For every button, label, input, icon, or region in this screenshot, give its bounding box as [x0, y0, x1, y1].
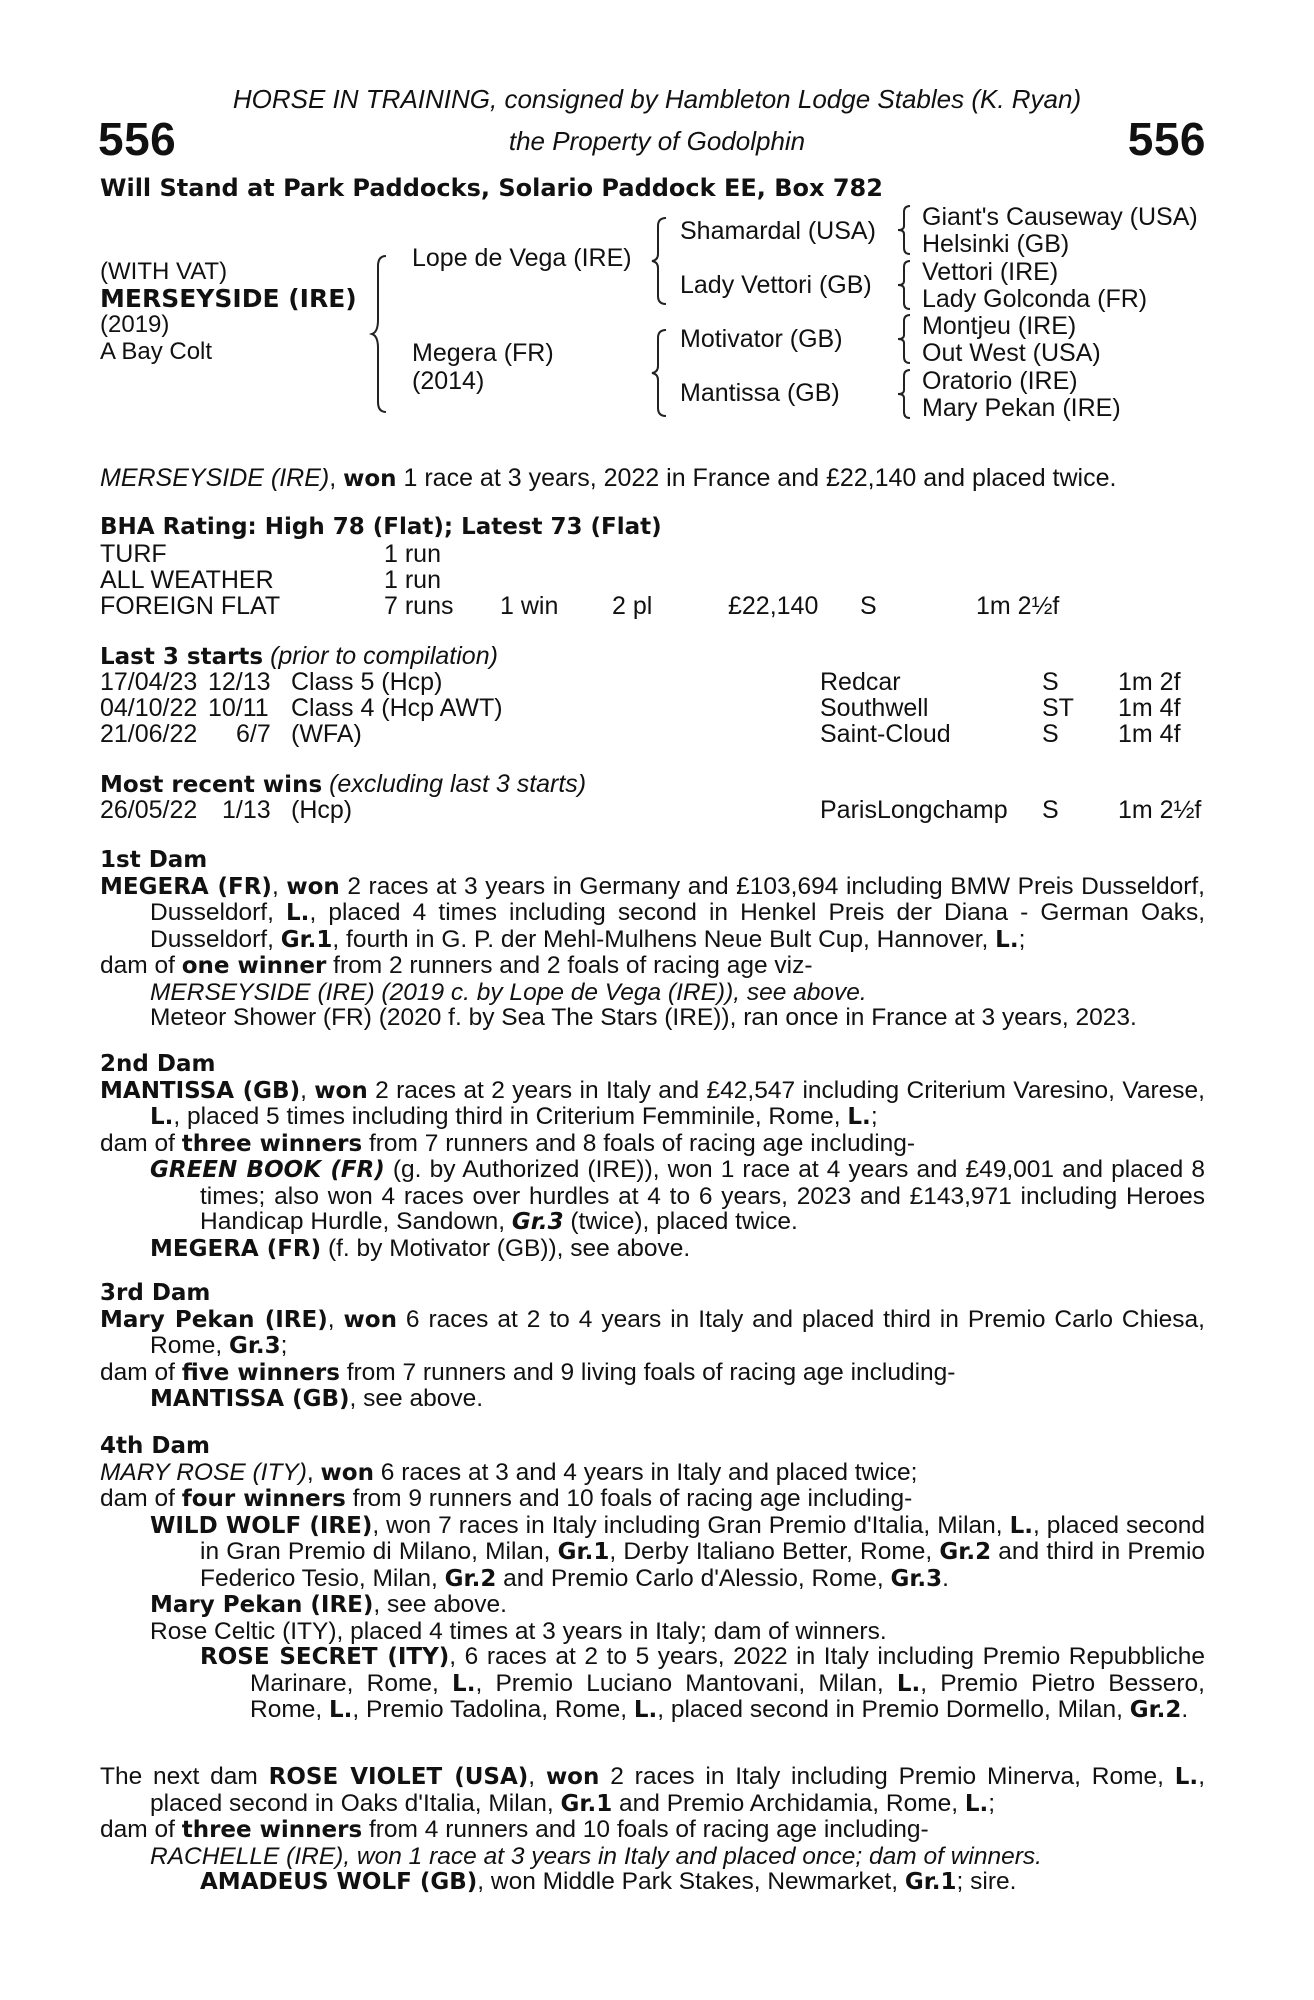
group-tag: Gr.1	[280, 926, 333, 953]
distance: 1m 4f	[1118, 694, 1181, 722]
progeny-item: Meteor Shower (FR) (2020 f. by Sea The Stars (IRE)), ran once in France at 3 years, 2023.	[150, 1004, 1137, 1031]
group-tag: Gr.2	[1129, 1697, 1182, 1723]
text: , Premio Luciano Mantovani, Milan,	[475, 1669, 897, 1697]
progeny-item: RACHELLE (IRE), won 1 race at 3 years in Italy and placed once; dam of winners.	[150, 1842, 1042, 1870]
text: , 6 races at 2 to 5 years, 2022 in Italy including Premio Repubbliche Marinare, Rome,	[250, 1643, 1205, 1697]
listed-tag: L.	[896, 1670, 921, 1697]
text: , Premio Tadolina, Rome,	[352, 1696, 634, 1723]
progeny-item	[100, 1236, 1205, 1263]
text: 2 races in Italy including Premio Minerva, Rome,	[599, 1763, 1175, 1790]
pedigree-brace-g1	[898, 204, 916, 256]
text: , see above.	[349, 1385, 484, 1412]
text: dam of	[100, 1129, 182, 1157]
last3-note: (prior to compilation)	[270, 642, 498, 670]
text: , placed second in Oaks d'Italia, Milan,	[150, 1763, 1205, 1817]
summary-horse-name: MERSEYSIDE (IRE)	[100, 464, 330, 492]
last-3-starts-heading	[100, 644, 498, 670]
text: from 7 runners and 8 foals of racing age including-	[362, 1129, 916, 1157]
recent-note: (excluding last 3 starts)	[329, 770, 587, 798]
third-dam-heading: 3rd Dam	[100, 1280, 211, 1306]
position: 12/13	[208, 668, 271, 696]
pedigree-brace-g3	[898, 313, 916, 365]
position: 10/11	[208, 694, 269, 722]
text: , placed 5 times including third in Criterium Femminile, Rome,	[173, 1103, 848, 1130]
fourth-dam-heading: 4th Dam	[100, 1433, 210, 1459]
grand-progeny-item	[100, 1869, 1205, 1896]
placed: 2 pl	[612, 592, 653, 620]
wins: 1 win	[500, 592, 559, 620]
pedigree-sire-sire: Shamardal (USA)	[680, 217, 876, 245]
first-dam-heading: 1st Dam	[100, 847, 208, 873]
text: ;	[988, 1789, 996, 1817]
pedigree-dam: Megera (FR)	[412, 339, 554, 367]
surface: TURF	[100, 540, 167, 568]
text: ;	[870, 1103, 878, 1130]
third-dam-record: Mary Pekan (IRE), won 6 races at 2 to 4 years in Italy and placed third in Premio Carlo Chiesa, Rome, Gr.3;	[100, 1305, 1205, 1359]
won-label: won	[286, 873, 340, 900]
progeny-name: GREEN BOOK (FR)	[150, 1157, 385, 1183]
group-tag: Gr.3	[228, 1333, 281, 1359]
summary-won: won	[343, 466, 397, 492]
dam-of-line	[100, 1131, 1205, 1158]
group-tag: Gr.3	[890, 1565, 943, 1592]
pedigree-g3: Vettori (IRE)	[922, 258, 1059, 286]
pedigree-g8: Mary Pekan (IRE)	[922, 394, 1121, 422]
pedigree-brace-main	[372, 254, 392, 414]
second-dam-record: MANTISSA (GB), won 2 races at 2 years in Italy and £42,547 including Criterium Varesino, Varese, L., placed 5 times including third in Criterium Femminile, Rome, L.;	[100, 1076, 1205, 1130]
date: 21/06/22	[100, 720, 198, 748]
pedigree-g4: Lady Golconda (FR)	[922, 285, 1148, 313]
text: (twice), placed twice.	[563, 1208, 798, 1235]
course: Redcar	[820, 668, 901, 696]
recent-title: Most recent wins	[100, 772, 323, 798]
position: 6/7	[236, 720, 271, 748]
listed-tag: L.	[286, 900, 310, 926]
property-line: the Property of Godolphin	[508, 126, 806, 156]
text: ; sire.	[956, 1868, 1017, 1895]
distance: 1m 2½f	[1118, 796, 1202, 824]
going: S	[1042, 668, 1059, 696]
text: 6 races at 2 to 4 years in Italy and placed third in Premio Carlo Chiesa, Rome,	[150, 1305, 1205, 1359]
dam-name: MARY ROSE (ITY)	[100, 1458, 307, 1486]
pedigree-brace-dam	[652, 328, 672, 418]
grand-progeny-item	[100, 1644, 1205, 1724]
group-tag: Gr.1	[557, 1539, 610, 1565]
progeny-name: MANTISSA (GB)	[150, 1386, 350, 1412]
text: , placed second in Premio Dormello, Milan,	[657, 1696, 1130, 1723]
won-label: won	[343, 1306, 397, 1333]
text: and Premio Archidamia, Rome,	[612, 1789, 965, 1817]
going: S	[860, 592, 877, 620]
summary-text: 1 race at 3 years, 2022 in France and £22,140 and placed twice.	[396, 464, 1117, 492]
group-tag: Gr.2	[444, 1565, 497, 1592]
pedigree-g1: Giant's Causeway (USA)	[922, 203, 1198, 231]
pedigree-dam-year: (2014)	[412, 367, 485, 395]
going: S	[1042, 796, 1059, 824]
vat-note: (WITH VAT)	[100, 258, 228, 285]
last3-title: Last 3 starts	[100, 644, 264, 670]
next-dam-section	[100, 1764, 1205, 1896]
text: .	[942, 1564, 949, 1592]
bha-rating-heading: BHA Rating: High 78 (Flat); Latest 73 (Flat)	[100, 514, 662, 540]
progeny-name: WILD WOLF (IRE)	[150, 1512, 373, 1539]
pedigree-g7: Oratorio (IRE)	[922, 367, 1078, 395]
progeny-name: AMADEUS WOLF (GB)	[200, 1869, 478, 1895]
prize: £22,140	[728, 592, 819, 620]
runs: 1 run	[384, 540, 441, 568]
course: ParisLongchamp	[820, 796, 1008, 824]
group-tag: Gr.3	[511, 1209, 564, 1235]
dam-name: MANTISSA (GB)	[100, 1077, 301, 1104]
text: dam of	[100, 1358, 182, 1386]
pedigree-g2: Helsinki (GB)	[922, 230, 1070, 258]
date: 17/04/23	[100, 668, 198, 696]
third-dam-section	[100, 1281, 1205, 1413]
runs: 7 runs	[384, 592, 454, 620]
listed-tag: L.	[995, 926, 1019, 953]
first-dam-record: MEGERA (FR), won 2 races at 3 years in Germany and £103,694 including BMW Preis Dusseldorf, Dusseldorf, L., placed 4 times including second in Henkel Preis der Diana - German Oaks, Dusseldorf, Gr.1, fourth in G. P. der Mehl-Mulhens Neue Bult Cup, Hannover, L.;	[100, 872, 1206, 953]
pedigree-brace-sire	[652, 216, 672, 306]
dam-of-line	[100, 1360, 1205, 1387]
lot-number-left: 556	[98, 113, 177, 165]
dam-name: Mary Pekan (IRE)	[100, 1306, 328, 1333]
second-dam-heading: 2nd Dam	[100, 1051, 216, 1077]
winners-count: three winners	[181, 1130, 363, 1157]
text: 6 races at 3 and 4 years in Italy and placed twice;	[373, 1458, 918, 1486]
text: from 9 runners and 10 foals of racing age including-	[345, 1485, 913, 1512]
text: .	[1181, 1696, 1189, 1723]
won-label: won	[320, 1459, 374, 1486]
surface: FOREIGN FLAT	[100, 592, 281, 620]
race-summary: MERSEYSIDE (IRE), won 1 race at 3 years, 2022 in France and £22,140 and placed twice.	[100, 464, 1117, 492]
text: , placed 4 times including second in Henkel Preis der Diana - German Oaks, Dusseldorf,	[150, 899, 1206, 953]
listed-tag: L.	[328, 1697, 353, 1723]
horse-description: A Bay Colt	[100, 338, 213, 365]
second-dam-section	[100, 1052, 1205, 1262]
distance: 1m 2f	[1118, 668, 1181, 696]
listed-tag: L.	[964, 1790, 989, 1817]
text: The next dam	[100, 1763, 269, 1790]
pedigree-dam-sire: Motivator (GB)	[680, 325, 843, 353]
horse-name: MERSEYSIDE (IRE)	[100, 284, 357, 313]
text: , Derby Italiano Better, Rome,	[609, 1538, 940, 1565]
next-dam-record: The next dam ROSE VIOLET (USA), won 2 races in Italy including Premio Minerva, Rome, L., placed second in Oaks d'Italia, Milan, Gr.1 and Premio Archidamia, Rome, L.;	[100, 1763, 1205, 1817]
winners-count: three winners	[181, 1817, 363, 1843]
dam-of-line	[100, 953, 1205, 980]
fourth-dam-record: MARY ROSE (ITY), won 6 races at 3 and 4 years in Italy and placed twice;	[100, 1458, 918, 1486]
text: and Premio Carlo d'Alessio, Rome,	[496, 1564, 891, 1592]
runs: 1 run	[384, 566, 441, 594]
course: Southwell	[820, 694, 929, 722]
text: 2 races at 3 years in Germany and £103,694 including BMW Preis Dusseldorf, Dusseldorf,	[150, 872, 1205, 926]
race-class: Class 4 (Hcp AWT)	[291, 694, 503, 722]
pedigree-brace-g4	[898, 368, 916, 420]
text: , won 7 races in Italy including Gran Premio d'Italia, Milan,	[372, 1511, 1010, 1539]
listed-tag: L.	[1009, 1512, 1033, 1539]
distance: 1m 2½f	[976, 592, 1060, 620]
pedigree-dam-dam: Mantissa (GB)	[680, 379, 840, 407]
text: , won Middle Park Stakes, Newmarket,	[477, 1868, 905, 1895]
race-class: (WFA)	[291, 720, 362, 748]
text: (g. by Authorized (IRE)), won 1 race at 4 years and £49,001 and placed 8 times; also won 4 races over hurdles at 4 to 6 years, 2023 and £143,971 including Heroes Handicap Hurdle, Sandown,	[200, 1156, 1206, 1235]
progeny-item: MERSEYSIDE (IRE) (2019 c. by Lope de Vega (IRE)), see above.	[150, 978, 867, 1006]
horse-year: (2019)	[100, 311, 170, 338]
listed-tag: L.	[1174, 1764, 1199, 1790]
text: , see above.	[373, 1591, 507, 1618]
pedigree-g5: Montjeu (IRE)	[922, 312, 1077, 340]
date: 04/10/22	[100, 694, 198, 722]
text: from 7 runners and 9 living foals of racing age including-	[339, 1358, 956, 1386]
group-tag: Gr.2	[939, 1539, 992, 1565]
position: 1/13	[222, 796, 271, 824]
pedigree-sire: Lope de Vega (IRE)	[412, 244, 632, 272]
text: dam of	[100, 952, 182, 979]
recent-wins-heading	[100, 772, 586, 798]
progeny-item: Rose Celtic (ITY), placed 4 times at 3 years in Italy; dam of winners.	[150, 1617, 887, 1645]
pedigree-brace-g2	[898, 259, 916, 311]
text: dam of	[100, 1485, 182, 1512]
progeny-item	[100, 1386, 1205, 1413]
going: S	[1042, 720, 1059, 748]
group-tag: Gr.1	[904, 1869, 957, 1895]
dam-of-line	[100, 1486, 1205, 1513]
race-class: (Hcp)	[291, 796, 353, 824]
progeny-name: MEGERA (FR)	[150, 1235, 322, 1262]
pedigree-g6: Out West (USA)	[922, 339, 1101, 367]
race-class: Class 5 (Hcp)	[291, 668, 443, 696]
text: , fourth in G. P. der Mehl-Mulhens Neue Bult Cup, Hannover,	[332, 925, 996, 953]
progeny-item	[100, 1513, 1205, 1593]
text: , Premio Pietro Bessero, Rome,	[250, 1669, 1205, 1723]
distance: 1m 4f	[1118, 720, 1181, 748]
text: (f. by Motivator (GB)), see above.	[321, 1234, 691, 1262]
text: ;	[280, 1332, 288, 1359]
going: ST	[1042, 694, 1074, 722]
text: and third in Premio Federico Tesio, Milan,	[200, 1538, 1206, 1592]
surface: ALL WEATHER	[100, 566, 274, 594]
progeny-name: Mary Pekan (IRE)	[150, 1592, 374, 1618]
course: Saint-Cloud	[820, 720, 951, 748]
listed-tag: L.	[452, 1670, 476, 1697]
stand-location: Will Stand at Park Paddocks, Solario Paddock EE, Box 782	[100, 174, 883, 202]
progeny-item	[100, 1157, 1205, 1236]
lot-number-right: 556	[1127, 113, 1206, 165]
progeny-name: ROSE SECRET (ITY)	[200, 1644, 450, 1670]
text: from 4 runners and 10 foals of racing age including-	[362, 1816, 929, 1843]
winners-count: five winners	[181, 1359, 340, 1386]
dam-name: ROSE VIOLET (USA)	[268, 1764, 529, 1790]
text: from 2 runners and 2 foals of racing age viz-	[326, 952, 813, 979]
won-label: won	[545, 1764, 600, 1790]
text: dam of	[100, 1816, 182, 1843]
winners-count: four winners	[181, 1486, 346, 1512]
date: 26/05/22	[100, 796, 198, 824]
text: , placed second in Gran Premio di Milano, Milan,	[200, 1511, 1205, 1565]
listed-tag: L.	[150, 1104, 174, 1130]
first-dam-section	[100, 848, 1205, 1031]
text: 2 races at 2 years in Italy and £42,547 including Criterium Varesino, Varese,	[367, 1076, 1205, 1104]
text: ;	[1018, 925, 1026, 953]
fourth-dam-section	[100, 1434, 1205, 1724]
group-tag: Gr.1	[560, 1790, 613, 1817]
won-label: won	[314, 1077, 368, 1104]
dam-of-line	[100, 1817, 1205, 1844]
pedigree-sire-dam: Lady Vettori (GB)	[680, 271, 872, 299]
consignor-line: HORSE IN TRAINING, consigned by Hambleton Lodge Stables (K. Ryan)	[232, 84, 1082, 114]
winners-count: one winner	[181, 953, 327, 979]
progeny-item	[100, 1592, 1205, 1619]
dam-name: MEGERA (FR)	[100, 873, 272, 900]
listed-tag: L.	[633, 1697, 658, 1723]
listed-tag: L.	[847, 1104, 871, 1130]
